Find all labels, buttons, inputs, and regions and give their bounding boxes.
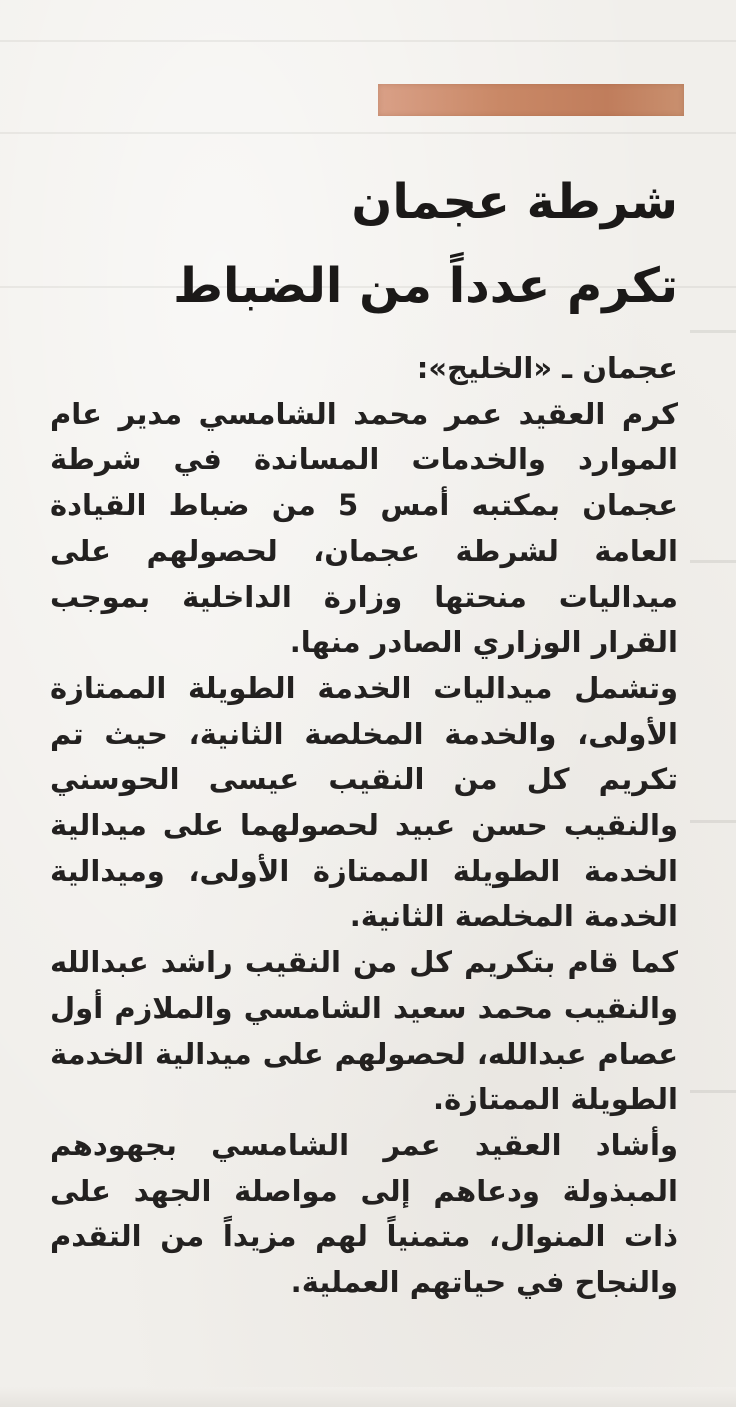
headline-accent-bar bbox=[378, 84, 684, 116]
bleed-through-line bbox=[0, 132, 736, 134]
bleed-through-mark bbox=[690, 330, 736, 333]
article-body bbox=[50, 346, 678, 1306]
scan-bottom-edge bbox=[0, 1387, 736, 1407]
article-paragraph-3: كما قام بتكريم كل من النقيب راشد عبدالله والنقيب محمد سعيد الشامسي والملازم أول عصام عبدالله، لحصولهم على ميدالية الخدمة الطويلة الممتازة. bbox=[50, 945, 678, 1117]
headline-line-1: شرطة عجمان bbox=[351, 174, 678, 230]
bleed-through-mark bbox=[690, 560, 736, 563]
bleed-through-mark bbox=[690, 820, 736, 823]
article-paragraph-4: وأشاد العقيد عمر الشامسي بجهودهم المبذولة ودعاهم إلى مواصلة الجهد على ذات المنوال، متمنياً لهم مزيداً من التقدم والنجاح في حياتهم العملية. bbox=[50, 1127, 678, 1300]
headline-line-2: تكرم عدداً من الضباط bbox=[173, 258, 678, 314]
dateline: عجمان ـ «الخليج»: bbox=[416, 351, 678, 385]
article-paragraph-1: كرم العقيد عمر محمد الشامسي مدير عام الموارد والخدمات المساندة في شرطة عجمان بمكتبه أمس 5 من ضباط القيادة العامة لشرطة عجمان، لحصولهم على ميداليات منحتها وزارة الداخلية بموجب القرار الوزاري الصادر منها. bbox=[50, 396, 678, 660]
article-paragraph-2: وتشمل ميداليات الخدمة الطويلة الممتازة الأولى، والخدمة المخلصة الثانية، حيث تم تكريم كل من النقيب عيسى الحوسني والنقيب حسن عبيد لحصولهما على ميدالية الخدمة الطويلة الممتازة الأولى، وميدالية الخدمة المخلصة الثانية. bbox=[50, 670, 678, 934]
headline bbox=[158, 160, 678, 328]
bleed-through-line bbox=[0, 40, 736, 42]
bleed-through-mark bbox=[690, 1090, 736, 1093]
